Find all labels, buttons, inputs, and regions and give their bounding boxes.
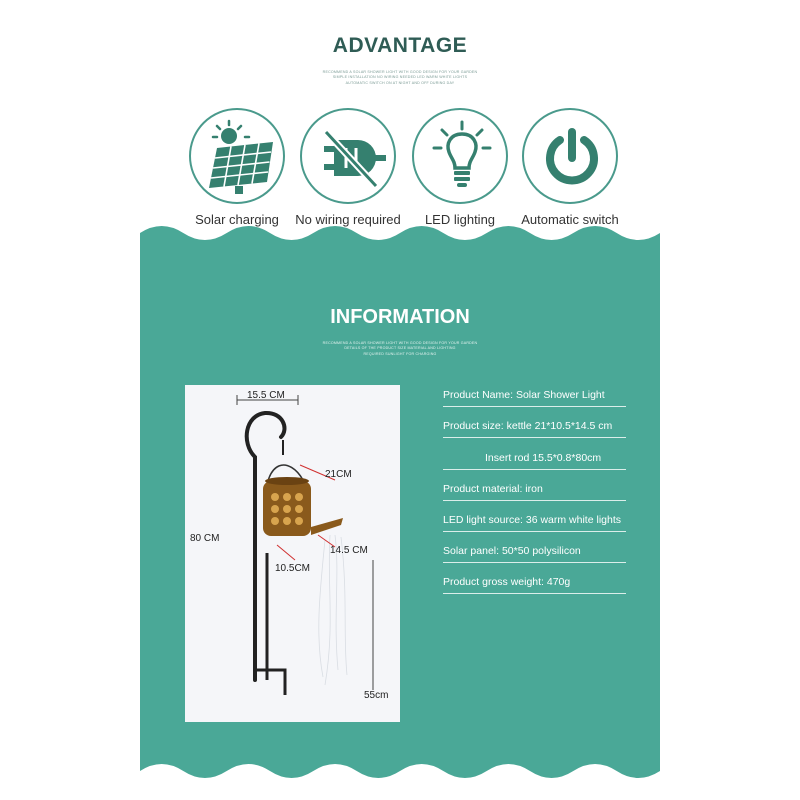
- spec-row: Product Name: Solar Shower Light: [443, 389, 626, 407]
- product-photo: [185, 385, 400, 722]
- feature-label: Solar charging: [195, 212, 279, 227]
- dimension-label: 80 CM: [190, 533, 220, 544]
- no-plug-icon: [300, 108, 396, 204]
- fine-line: SIMPLE INSTALLATION NO WIRING NEEDED LED WARM WHITE LIGHTS: [332, 75, 468, 80]
- spec-row: Product gross weight: 470g: [443, 576, 626, 594]
- dimension-label: 15.5 CM: [247, 390, 285, 401]
- solar-panel-icon: [189, 108, 285, 204]
- fine-line: RECOMMEND A SOLAR SHOWER LIGHT WITH GOOD DESIGN FOR YOUR GARDEN: [322, 70, 478, 74]
- spec-row: Product size: kettle 21*10.5*14.5 cm: [443, 420, 626, 438]
- dimension-label: 55cm: [364, 690, 389, 701]
- spec-row: LED light source: 36 warm white lights: [443, 514, 626, 532]
- advantage-title: ADVANTAGE: [332, 34, 468, 57]
- dimension-label: 14.5 CM: [330, 545, 368, 556]
- fine-line: RECOMMEND A SOLAR SHOWER LIGHT WITH GOOD DESIGN FOR YOUR GARDEN: [322, 341, 478, 345]
- feature-solar-charging: [177, 108, 297, 227]
- feature-label: LED lighting: [424, 212, 496, 227]
- information-fine-print: [300, 341, 500, 357]
- dimension-label: 21CM: [325, 469, 352, 480]
- advantage-fine-print: [300, 70, 500, 86]
- dimension-label: 10.5CM: [275, 563, 311, 574]
- feature-label: Automatic switch: [521, 212, 619, 227]
- feature-led-lighting: [400, 108, 520, 227]
- feature-label: No wiring required: [295, 212, 401, 227]
- feature-no-wiring: [288, 108, 408, 227]
- spec-row: Insert rod 15.5*0.8*80cm: [443, 452, 626, 470]
- information-title: INFORMATION: [330, 306, 470, 328]
- fine-line: REQUIRED SUNLIGHT FOR CHARGING: [363, 351, 437, 356]
- spec-row: Product material: iron: [443, 483, 626, 501]
- feature-automatic-switch: [510, 108, 630, 227]
- fine-line: AUTOMATIC SWITCH ON AT NIGHT AND OFF DURING DAY: [345, 80, 455, 85]
- light-bulb-icon: [412, 108, 508, 204]
- fine-line: DETAILS OF THE PRODUCT SIZE MATERIAL AND LIGHTING: [344, 346, 456, 351]
- spec-row: Solar panel: 50*50 polysilicon: [443, 545, 626, 563]
- power-icon: [522, 108, 618, 204]
